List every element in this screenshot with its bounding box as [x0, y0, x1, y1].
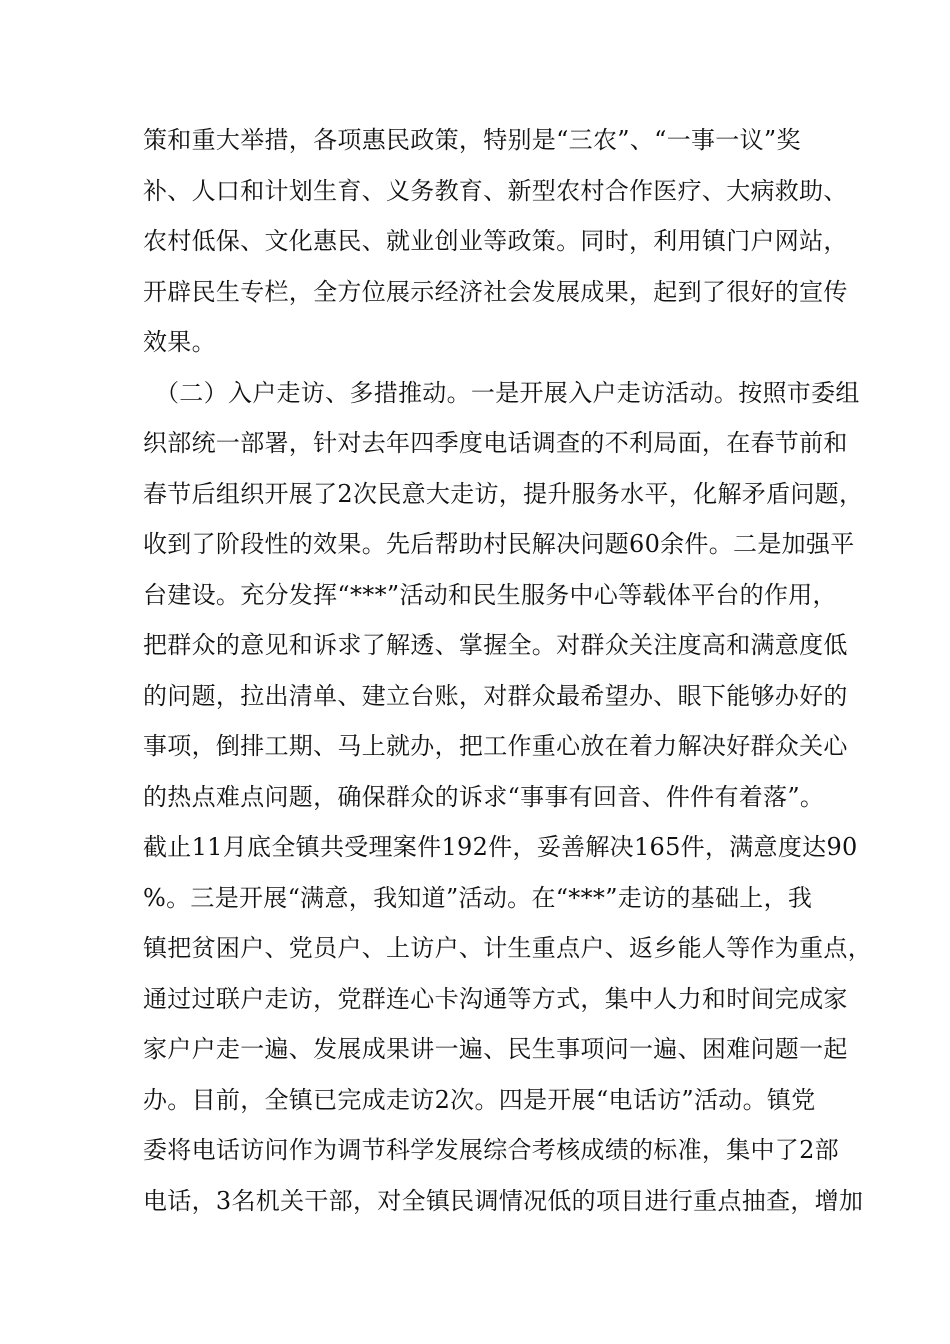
- text-line: 的热点难点问题，确保群众的诉求“事事有回音、件件有着落”。: [143, 782, 825, 811]
- text-line: 家户户走一遍、发展成果讲一遍、民生事项问一遍、困难问题一起: [143, 1035, 848, 1063]
- section-heading-line: （二）入户走访、多措推动。一是开展入户走访活动。按照市委组: [155, 378, 860, 407]
- text-line: 开辟民生专栏，全方位展示经济社会发展成果，起到了很好的宣传: [143, 277, 848, 306]
- body-text: [143, 118, 872, 1229]
- text-line: 镇把贫困户、党员户、上访户、计生重点户、返乡能人等作为重点，: [143, 934, 872, 962]
- text-line: %。三是开展“满意，我知道”活动。在“***”走访的基础上，我: [143, 883, 813, 912]
- text-line: 农村低保、文化惠民、就业创业等政策。同时，利用镇门户网站，: [143, 227, 848, 255]
- text-line: 策和重大举措，各项惠民政策，特别是“三农”、“一事一议”奖: [143, 126, 801, 154]
- text-line: 补、人口和计划生育、义务教育、新型农村合作医疗、大病救助、: [143, 176, 848, 205]
- text-line: 春节后组织开展了2次民意大走访，提升服务水平，化解矛盾问题，: [143, 479, 864, 508]
- text-line: 通过过联户走访，党群连心卡沟通等方式，集中人力和时间完成家: [143, 984, 848, 1013]
- text-line: 事项，倒排工期、马上就办，把工作重心放在着力解决好群众关心: [143, 732, 848, 760]
- text-line: 的问题，拉出清单、建立台账，对群众最希望办、眼下能够办好的: [143, 681, 848, 710]
- text-line: 台建设。充分发挥“***”活动和民生服务中心等载体平台的作用，: [143, 580, 837, 609]
- text-line: 把群众的意见和诉求了解透、掌握全。对群众关注度高和满意度低: [143, 631, 848, 659]
- text-line: 截止11月底全镇共受理案件192件，妥善解决165件，满意度达90: [143, 833, 858, 861]
- text-line: 电话，3名机关干部，对全镇民调情况低的项目进行重点抽查，增加: [143, 1186, 864, 1215]
- text-line: 收到了阶段性的效果。先后帮助村民解决问题60余件。二是加强平: [143, 530, 855, 558]
- text-line: 效果。: [143, 328, 216, 356]
- text-line: 织部统一部署，针对去年四季度电话调查的不利局面，在春节前和: [143, 429, 848, 457]
- text-line: 办。目前，全镇已完成走访2次。四是开展“电话访”活动。镇党: [143, 1085, 816, 1114]
- text-line: 委将电话访问作为调节科学发展综合考核成绩的标准，集中了2部: [143, 1136, 839, 1164]
